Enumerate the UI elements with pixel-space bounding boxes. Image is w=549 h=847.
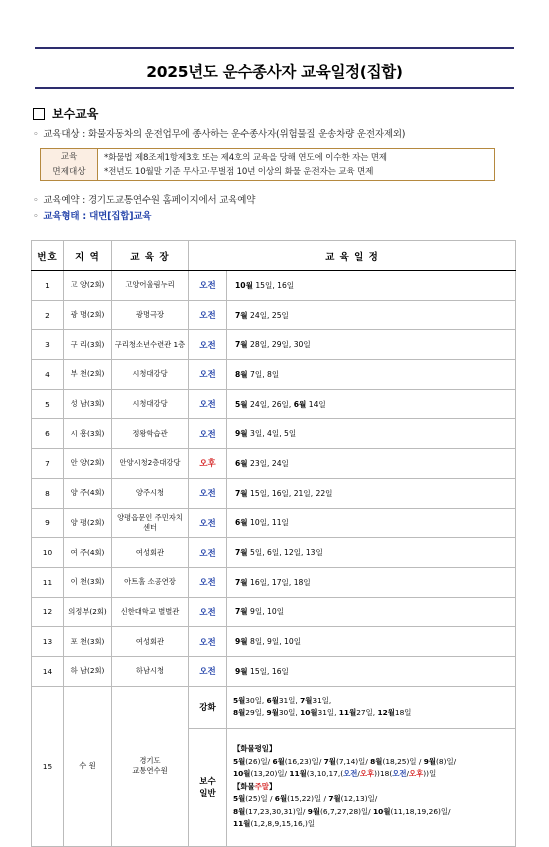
- month: 6월: [293, 399, 307, 409]
- row-no: 5: [32, 389, 64, 419]
- table-row: [32, 449, 516, 479]
- bullet-icon: ◦: [33, 211, 39, 222]
- month: 9월: [235, 637, 248, 647]
- table-body: [32, 271, 516, 687]
- row-region: 이 천(3회): [64, 567, 112, 597]
- days: 28일, 29일, 30일: [247, 340, 311, 350]
- row-region: 부 천(2회): [64, 360, 112, 390]
- days: 16일, 17일, 18일: [247, 577, 311, 587]
- row-venue: 신한대학교 별별관: [112, 597, 189, 627]
- month: 7월: [235, 548, 248, 558]
- days: 7일, 8일: [247, 369, 280, 379]
- format-value: 대면[집합]교육: [89, 211, 152, 222]
- table-row: [32, 508, 516, 538]
- exemption-text: [98, 149, 494, 180]
- table-row: [32, 300, 516, 330]
- row-schedule: [227, 449, 516, 479]
- tag-intensive: 강화: [189, 686, 227, 728]
- session-type: 오전: [189, 597, 227, 627]
- month: 6월: [235, 458, 248, 468]
- session-type: 오전: [189, 300, 227, 330]
- row-no: 2: [32, 300, 64, 330]
- tag-general-line1: 보수: [199, 777, 216, 788]
- row-no: 4: [32, 360, 64, 390]
- header-schedule: 교 육 일 정: [189, 241, 516, 271]
- row-no: 9: [32, 508, 64, 538]
- row-region: 시 흥(3회): [64, 419, 112, 449]
- month: 7월: [235, 310, 248, 320]
- exemption-label: [41, 149, 98, 180]
- session-type: 오전: [189, 330, 227, 360]
- days: 24일, 25일: [247, 310, 289, 320]
- table-row: [32, 656, 516, 686]
- month: 7월: [235, 340, 248, 350]
- days: 5일, 6일, 12일, 13일: [247, 548, 323, 558]
- row-venue: 하남시청: [112, 656, 189, 686]
- row-schedule: [227, 330, 516, 360]
- session-type: 오전: [189, 538, 227, 568]
- row-no: 12: [32, 597, 64, 627]
- table-row: [32, 538, 516, 568]
- table-row: [32, 567, 516, 597]
- tag-general-line2: 일반: [199, 789, 216, 800]
- row-schedule: [227, 360, 516, 390]
- row-schedule: [227, 567, 516, 597]
- target-text: 교육대상 : 화물자동차의 운전업무에 종사하는 운수종사자(위험물질 운송차량 운전자제외): [43, 129, 406, 140]
- month: 5월: [235, 399, 248, 409]
- table-row: [32, 271, 516, 301]
- month: 8월: [235, 369, 248, 379]
- row-schedule: [227, 597, 516, 627]
- row-no: 1: [32, 271, 64, 301]
- row-region: 양 평(2회): [64, 508, 112, 538]
- table-row: [32, 478, 516, 508]
- row-schedule: [227, 538, 516, 568]
- days: 8일, 9일, 10일: [247, 637, 302, 647]
- row-venue: [112, 686, 189, 846]
- session-type: 오전: [189, 360, 227, 390]
- row-venue: 안양시청2층대강당: [112, 449, 189, 479]
- title-rule: [35, 87, 514, 89]
- intensive-schedule: 5월30일, 6월31일, 7월31일, 8월29일, 9월30일, 10월31일, 11월27일, 12월18일: [227, 686, 516, 728]
- row-schedule: [227, 478, 516, 508]
- days: 9일, 10일: [247, 607, 285, 617]
- exemption-line2: *전년도 10월말 기준 무사고·무벌점 10년 이상의 화물 운전자는 교육 면제: [104, 167, 374, 177]
- venue-line2: 교통연수원: [132, 766, 168, 776]
- row-schedule: [227, 389, 516, 419]
- tag-general: [189, 728, 227, 846]
- row-schedule: [227, 419, 516, 449]
- row-venue: 시청대강당: [112, 360, 189, 390]
- format-line: [33, 208, 151, 222]
- table-row: [32, 597, 516, 627]
- days: 24일, 26일,: [247, 399, 294, 409]
- booking-line: [33, 192, 255, 206]
- exemption-label-line1: 교육: [60, 151, 78, 162]
- row-no: 3: [32, 330, 64, 360]
- session-type: 오전: [189, 271, 227, 301]
- days: 3일, 4일, 5일: [247, 429, 297, 439]
- section-heading-label: 보수교육: [52, 107, 99, 121]
- exemption-label-line2: 면제대상: [52, 166, 86, 177]
- row-region: 수 원: [64, 686, 112, 846]
- top-rule: [35, 47, 514, 49]
- row-region: 광 명(2회): [64, 300, 112, 330]
- exemption-line1: *화물법 제8조제1항제3호 또는 제4호의 교육을 당해 연도에 이수한 자는 면제: [104, 153, 387, 163]
- target-line: [33, 126, 405, 140]
- session-type: 오후: [189, 449, 227, 479]
- row-no: 7: [32, 449, 64, 479]
- table-header-row: [32, 241, 516, 271]
- row-venue: 정왕학습관: [112, 419, 189, 449]
- row-schedule: [227, 508, 516, 538]
- checkbox-square-icon: [33, 108, 45, 120]
- month: 9월: [235, 429, 248, 439]
- row-region: 구 리(3회): [64, 330, 112, 360]
- row-region: 하 남(2회): [64, 656, 112, 686]
- month: 10월: [235, 280, 253, 290]
- general-schedule: 【화물평일】 5월(26)일/ 6월(16,23)일/ 7월(7,14)일/ 8월(18,25)일 / 9월(8)일/ 10월(13,20)일/ 11월(3,10,17,(오전/오후))18(오전/오후))일 【화물주말】 5월(25)일 / 6월(15,22)일 / 7월(12,13)일/ 8월(17,23,30,31)일/ 9월(6,7,27,28)일/ 10월(11,18,19,26)일/ 11월(1,2,8,9,15,16,)일: [227, 728, 516, 846]
- row-venue: 고양어울림누리: [112, 271, 189, 301]
- row-no: 14: [32, 656, 64, 686]
- row-venue: 여성회관: [112, 627, 189, 657]
- row-schedule: [227, 627, 516, 657]
- row-region: 의정부(2회): [64, 597, 112, 627]
- bullet-icon: ◦: [33, 195, 39, 206]
- page-title: 2025년도 운수종사자 교육일정(집합): [146, 63, 403, 81]
- month: 7월: [235, 488, 248, 498]
- session-type: 오전: [189, 656, 227, 686]
- row-no: 6: [32, 419, 64, 449]
- row-venue: 아트홀 소공연장: [112, 567, 189, 597]
- booking-text: 교육예약 : 경기도교통연수원 홈페이지에서 교육예약: [43, 195, 256, 206]
- row-region: 안 양(2회): [64, 449, 112, 479]
- session-type: 오전: [189, 567, 227, 597]
- days: 15일, 16일: [247, 666, 289, 676]
- row-schedule: [227, 656, 516, 686]
- row-venue: 시청대강당: [112, 389, 189, 419]
- bullet-icon: ◦: [33, 129, 39, 140]
- session-type: 오전: [189, 419, 227, 449]
- month: 7월: [235, 607, 248, 617]
- row-venue: 광명극장: [112, 300, 189, 330]
- table-row: [32, 330, 516, 360]
- session-type: 오전: [189, 508, 227, 538]
- row-venue: 양평읍문인 주민자치센터: [112, 508, 189, 538]
- row-venue: 양주시청: [112, 478, 189, 508]
- days: 15일, 16일, 21일, 22일: [247, 488, 333, 498]
- row-no: 11: [32, 567, 64, 597]
- session-type: 오전: [189, 389, 227, 419]
- session-type: 오전: [189, 478, 227, 508]
- month: 7월: [235, 577, 248, 587]
- weekday-heading: 【화물평일】: [233, 744, 277, 754]
- schedule-table: [31, 240, 516, 847]
- format-label: 교육형태 :: [43, 211, 90, 222]
- month: 9월: [235, 666, 248, 676]
- row-schedule: [227, 271, 516, 301]
- table-row: [32, 419, 516, 449]
- days: 23일, 24일: [247, 458, 289, 468]
- header-no: 번호: [32, 241, 64, 271]
- row-no: 15: [32, 686, 64, 846]
- row-schedule: [227, 300, 516, 330]
- row-region: 양 주(4회): [64, 478, 112, 508]
- row-no: 10: [32, 538, 64, 568]
- header-venue: 교 육 장: [112, 241, 189, 271]
- session-type: 오전: [189, 627, 227, 657]
- row-venue: 여성회관: [112, 538, 189, 568]
- exemption-box: [40, 148, 495, 181]
- days: 14일: [306, 399, 326, 409]
- table-row: [32, 627, 516, 657]
- table-row: [32, 389, 516, 419]
- row-venue: 구리청소년수련관 1층: [112, 330, 189, 360]
- row-region: 고 양(2회): [64, 271, 112, 301]
- table-row-suwon-1: [32, 686, 516, 728]
- row-region: 성 남(3회): [64, 389, 112, 419]
- venue-line1: 경기도: [139, 756, 161, 766]
- table-row: [32, 360, 516, 390]
- section-heading: [33, 105, 98, 122]
- month: 6월: [235, 518, 248, 528]
- days: 10일, 11일: [247, 518, 289, 528]
- row-region: 포 천(3회): [64, 627, 112, 657]
- row-no: 8: [32, 478, 64, 508]
- row-region: 여 주(4회): [64, 538, 112, 568]
- row-no: 13: [32, 627, 64, 657]
- days: 15일, 16일: [252, 280, 295, 290]
- header-region: 지 역: [64, 241, 112, 271]
